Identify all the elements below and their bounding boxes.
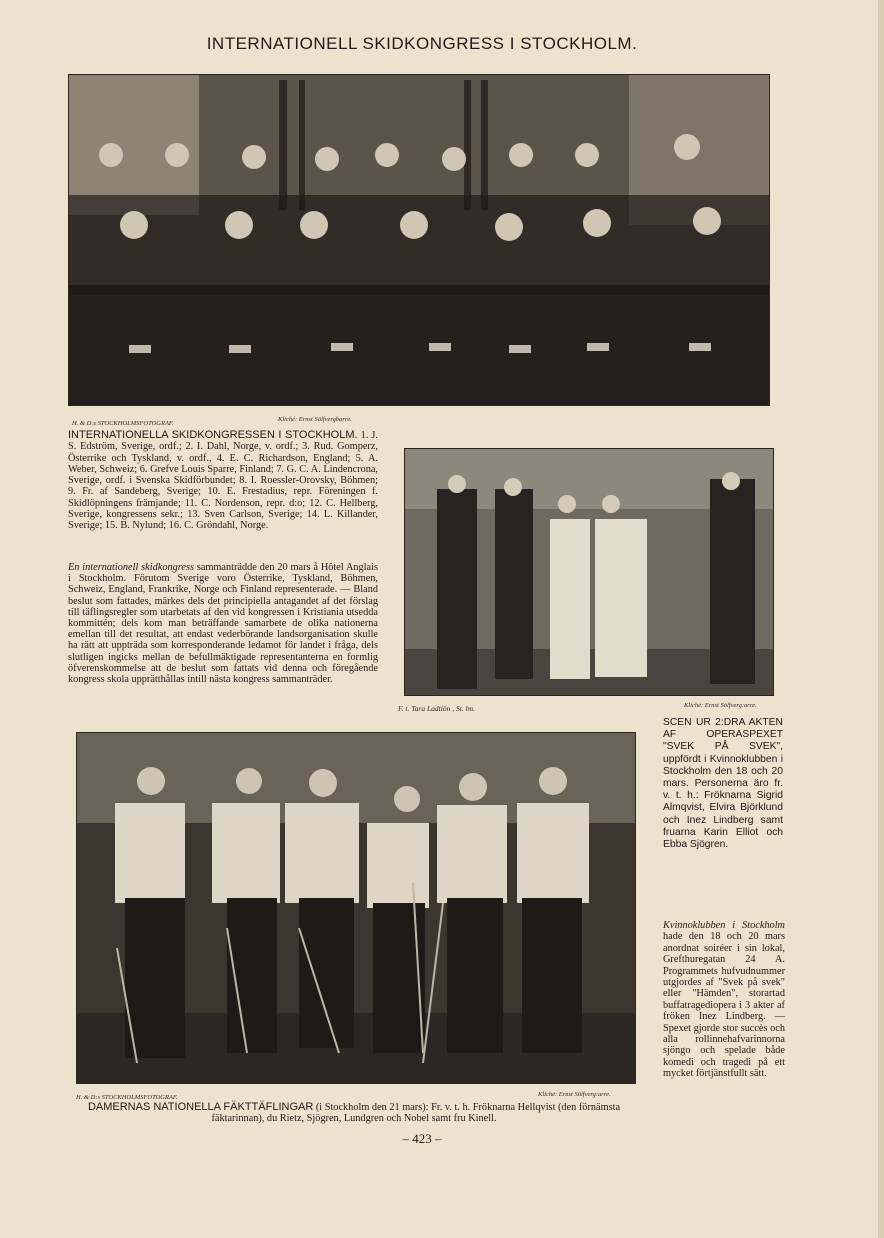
photo2-credit-right: Klichė: Ernst Sölfverg:arre.	[684, 702, 757, 709]
page-number: – 423 –	[402, 1131, 442, 1146]
fencing-photo	[76, 732, 636, 1084]
photo1-credit-right: Kliché: Ernst Sölfvergbarre.	[278, 416, 352, 423]
congress-caption	[68, 430, 378, 532]
page-edge	[878, 0, 884, 1238]
club-article	[663, 920, 785, 1080]
photo2-credit-left: F. t. Tara Ladtiön , St. lm.	[398, 704, 475, 713]
club-article-lead: Kvinnoklubben i Stockholm	[663, 920, 785, 931]
opera-scene-caption: SCEN UR 2:DRA AKTEN AF OPERASPEXET "SVEK PÅ SVEK", uppfördt i Kvinnoklubben i Stockholm den 18 och 20 mars. Personerna äro fr. v. t. h.: Fröknarna Sigrid Almqvist, Elvira Björklund och Inez Lindberg samt fruarna Karin Elliot och Ebba Sjögren.	[663, 717, 783, 851]
congress-article-text: sammanträdde den 20 mars å Hôtel Anglais i Stockholm. Förutom Sverige voro Österrike, Tyskland, Böhmen, Schweiz, England, Frankrike, Norge och Finland representerade. — Bland beslut som fattades, märkes dels det principiella antagandet af det förslag till täflingsregler som utarbetats af den vid kongressen i Kristiania utsedda kommittén; dels kom man beträffande samarbete de olika nationerna emellan till det resultat, att endast vederbörande landsorganisation skulle ha rätt att uppträda som korresponderande ledamot för landet i fråga, dels slutligen ingicks mellan de befullmäktigade representanterna en formlig öfverenskommelse att de beslut som fattats vid denna och föregående kongress skola upprätthållas intill nästa kongress sammanträder.	[68, 562, 378, 686]
congress-article-lead: En internationell skidkongress	[68, 562, 194, 573]
opera-photo-drawing	[405, 449, 773, 695]
congress-group-photo	[68, 74, 770, 406]
congress-article	[68, 562, 378, 685]
fencing-caption-text: (i Stockholm den 21 mars): Fr. v. t. h. Fröknarna Hellqvist (den förnämsta fäktarinnan), du Rietz, Sjögren, Lundgren och Nobel samt fru Kinell.	[211, 1102, 621, 1125]
fencing-caption-title: DAMERNAS NATIONELLA FÄKTTÄFLINGAR	[87, 1101, 314, 1113]
photo1-credit-left: H. & D:s STOCKHOLMSFOTOGRAF.	[72, 420, 174, 427]
page-header: INTERNATIONELL SKIDKONGRESS I STOCKHOLM.	[206, 34, 638, 53]
congress-caption-title: INTERNATIONELLA SKIDKONGRESSEN I STOCKHOLM.	[68, 429, 358, 441]
fencing-caption	[76, 1102, 632, 1125]
fencing-photo-drawing	[77, 733, 635, 1083]
congress-photo-drawing	[69, 75, 769, 405]
opera-scene-photo	[404, 448, 774, 696]
photo3-credit-right: Klichė: Ernst Sölfverg:arre.	[538, 1091, 611, 1098]
photo3-credit-left: H. & D:s STOCKHOLMSFOTOGRAF.	[76, 1094, 178, 1101]
club-article-text: hade den 18 och 20 mars anordnat soiréer i sin lokal, Grefthuregatan 24 A. Programmets hufvudnummer utgjordes af "Svek på svek" eller "Hämden", storartad buffatragediopera i 3 akter af fröken Inez Lindberg. — Spexet gjorde stor succès och alla rollinnehafvarinnorna sjöngo och spelade både komedi och tragedi på ett mycket förtjänstfullt sätt.	[663, 931, 785, 1080]
congress-caption-text: 1. J. S. Edström, Sverige, ordf.; 2. I. Dahl, Norge, v. ordf.; 3. Rud. Gomperz, Österrike och Tyskland, v. ordf., 4. E. C. Richardson, England; 5. A. Weber, Schweiz; 6. Grefve Louis Sparre, Finland; 7. G. C. A. Lindencrona, Sverige, ordf. i Svenska Skidförbundet; 8. I. Roessler-Orovsky, Böhmen; 9. Fr. af Sandeberg, Sverige; 10. E. Frestadius, repr. Föreningen f. Skidlöpningens främjande; 11. C. Nordenson, repr. d:o; 12. C. Hellberg, Sverige, kongressens sekr.; 13. Sven Carlson, Sverige; 14. L. Killander, Sverige; 15. B. Nylund; 16. C. Gröndahl, Norge.	[68, 430, 379, 532]
